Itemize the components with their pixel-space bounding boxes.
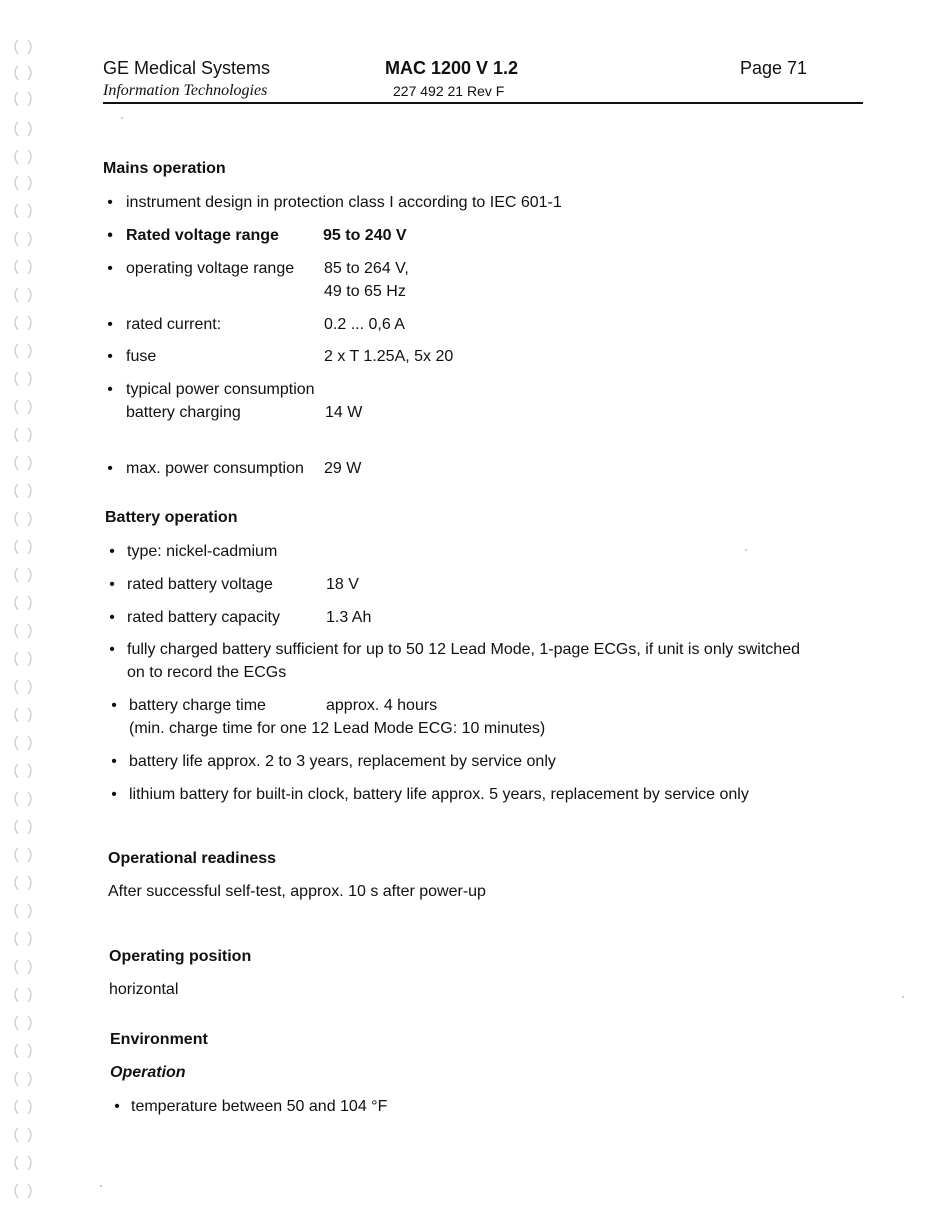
page-header — [103, 56, 863, 104]
document-number: 227 492 21 Rev F — [393, 83, 505, 99]
list-item — [103, 345, 863, 368]
scan-speck — [100, 1185, 102, 1187]
scan-speck — [745, 549, 747, 551]
item-value: 14 W — [325, 404, 363, 421]
item-label: rated battery voltage — [127, 576, 273, 593]
list-item — [110, 1095, 870, 1118]
bullet-icon: • — [114, 1098, 120, 1115]
item-label: temperature between 50 and 104 °F — [131, 1098, 388, 1115]
division-name: Information Technologies — [103, 82, 268, 99]
readiness-heading: Operational readiness — [108, 850, 277, 867]
item-label: fuse — [126, 348, 157, 365]
battery-heading: Battery operation — [105, 509, 238, 526]
list-item — [105, 638, 865, 684]
bullet-icon: • — [107, 194, 113, 211]
bullet-icon: • — [109, 641, 115, 658]
bullet-icon: • — [107, 316, 113, 333]
position-heading: Operating position — [109, 948, 252, 965]
list-item — [103, 457, 863, 480]
bullet-icon: • — [109, 543, 115, 560]
item-label: instrument design in protection class I according to IEC 601-1 — [126, 194, 562, 211]
list-item — [103, 378, 863, 424]
list-item — [107, 694, 867, 740]
item-value: 18 V — [326, 576, 359, 593]
item-label: battery charge time — [129, 697, 266, 714]
list-item — [103, 313, 863, 336]
bullet-icon: • — [111, 753, 117, 770]
item-value-2: 49 to 65 Hz — [324, 283, 406, 300]
item-label: type: nickel-cadmium — [127, 543, 278, 560]
mains-heading: Mains operation — [103, 160, 226, 177]
bullet-icon: • — [107, 348, 113, 365]
item-value: 1.3 Ah — [326, 609, 372, 626]
list-item — [103, 191, 863, 214]
bullet-icon: • — [107, 260, 113, 277]
bullet-icon: • — [107, 460, 113, 477]
operation-subheading: Operation — [110, 1064, 186, 1081]
position-text: horizontal — [109, 981, 179, 998]
item-value: 29 W — [324, 460, 362, 477]
item-label-2: battery charging — [126, 404, 241, 421]
bullet-icon: • — [109, 609, 115, 626]
bullet-icon: • — [107, 227, 113, 244]
item-label: rated current: — [126, 316, 222, 333]
item-value: approx. 4 hours — [326, 697, 438, 714]
item-label: battery life approx. 2 to 3 years, replacement by service only — [129, 753, 556, 770]
readiness-text: After successful self-test, approx. 10 s after power-up — [108, 883, 486, 900]
item-label: rated battery capacity — [127, 609, 280, 626]
list-item — [103, 224, 863, 247]
company-name: GE Medical Systems — [103, 58, 271, 78]
item-label: fully charged battery sufficient for up to 50 12 Lead Mode, 1-page ECGs, if unit is only switched — [127, 641, 800, 658]
item-label-2: on to record the ECGs — [127, 664, 287, 681]
list-item — [107, 750, 867, 773]
bullet-icon: • — [107, 381, 113, 398]
item-label: operating voltage range — [126, 260, 295, 277]
scan-speck — [121, 117, 123, 119]
list-item — [105, 606, 865, 629]
item-label: lithium battery for built-in clock, battery life approx. 5 years, replacement by service only — [129, 786, 749, 803]
header-rule — [103, 102, 863, 104]
item-value: 2 x T 1.25A, 5x 20 — [324, 348, 454, 365]
item-label: typical power consumption — [126, 381, 315, 398]
bullet-icon: • — [111, 697, 117, 714]
product-title: MAC 1200 V 1.2 — [385, 58, 519, 78]
item-value: 85 to 264 V, — [324, 260, 409, 277]
item-label: max. power consumption — [126, 460, 304, 477]
bullet-icon: • — [111, 786, 117, 803]
page-number: Page 71 — [739, 58, 807, 78]
binder-margin — [4, 0, 40, 1228]
list-item — [107, 783, 867, 806]
item-label: Rated voltage range — [126, 227, 279, 244]
list-item — [103, 257, 863, 303]
item-label-2: (min. charge time for one 12 Lead Mode ECG: 10 minutes) — [129, 720, 546, 737]
list-item — [105, 573, 865, 596]
list-item — [105, 540, 865, 563]
bullet-icon: • — [109, 576, 115, 593]
item-value: 95 to 240 V — [323, 227, 407, 244]
scan-speck — [902, 996, 904, 998]
environment-heading: Environment — [110, 1031, 208, 1048]
item-value: 0.2 ... 0,6 A — [324, 316, 405, 333]
